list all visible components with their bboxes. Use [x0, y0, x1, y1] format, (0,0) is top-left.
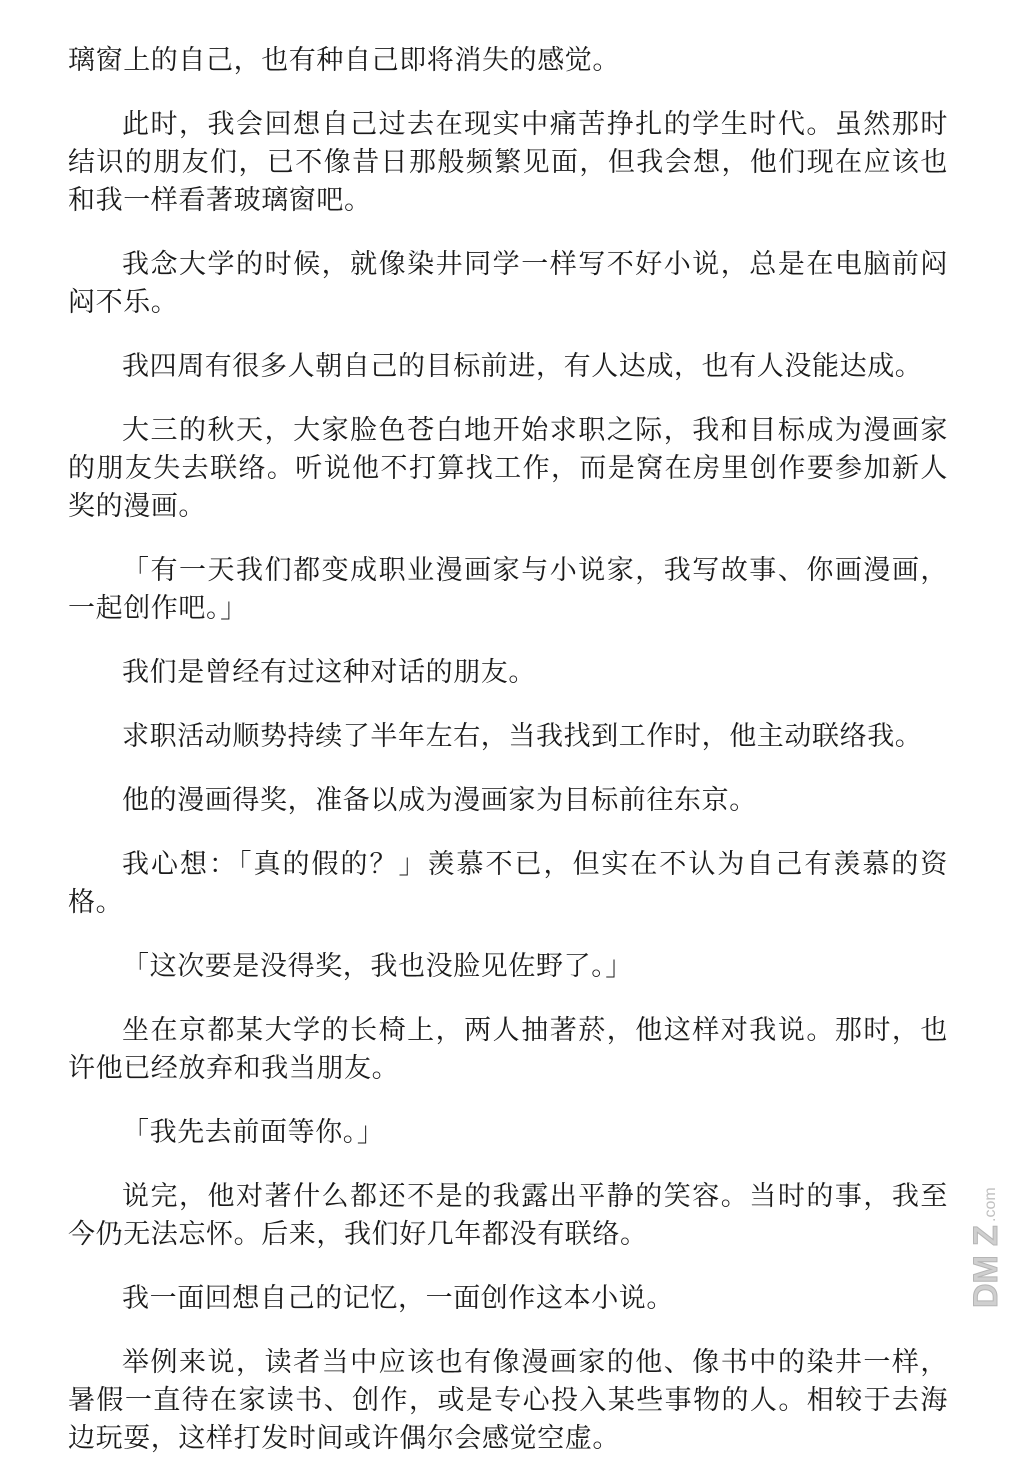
watermark-logo — [967, 1160, 1011, 1310]
paragraph: 他的漫画得奖，准备以成为漫画家为目标前往东京。 — [122, 785, 757, 816]
paragraph: 「有一天我们都变成职业漫画家与小说家，我写故事、你画漫画，一起创作吧。」 — [68, 555, 948, 624]
paragraph: 大三的秋天，大家脸色苍白地开始求职之际，我和目标成为漫画家的朋友失去联络。听说他不打算找工作，而是窝在房里创作要参加新人奖的漫画。 — [68, 415, 948, 522]
paragraph: 举例来说，读者当中应该也有像漫画家的他、像书中的染井一样，暑假一直待在家读书、创作，或是专心投入某些事物的人。相较于去海边玩耍，这样打发时间或许偶尔会感觉空虚。 — [68, 1347, 948, 1454]
paragraph: 说完，他对著什么都还不是的我露出平静的笑容。当时的事，我至今仍无法忘怀。后来，我们好几年都没有联络。 — [68, 1181, 948, 1250]
svg-text:Z: Z — [967, 1225, 1005, 1246]
paragraph: 我们是曾经有过这种对话的朋友。 — [122, 657, 536, 688]
paragraph: 我四周有很多人朝自己的目标前进，有人达成，也有人没能达成。 — [122, 351, 923, 382]
paragraph: 「这次要是没得奖，我也没脸见佐野了。」 — [122, 951, 633, 982]
svg-text:.com: .com — [982, 1187, 999, 1222]
svg-text:DM: DM — [967, 1255, 1005, 1308]
paragraph: 我一面回想自己的记忆，一面创作这本小说。 — [122, 1283, 674, 1314]
paragraph: 求职活动顺势持续了半年左右，当我找到工作时，他主动联络我。 — [122, 721, 923, 752]
paragraph: 我心想：「真的假的？」羡慕不已，但实在不认为自己有羡慕的资格。 — [68, 849, 948, 918]
paragraph: 我念大学的时候，就像染井同学一样写不好小说，总是在电脑前闷闷不乐。 — [68, 249, 948, 318]
paragraph: 璃窗上的自己，也有种自己即将消失的感觉。 — [68, 45, 620, 76]
text-body — [68, 42, 948, 1484]
paragraph: 「我先去前面等你。」 — [122, 1117, 385, 1148]
paragraph: 此时，我会回想自己过去在现实中痛苦挣扎的学生时代。虽然那时结识的朋友们，已不像昔日那般频繁见面，但我会想，他们现在应该也和我一样看著玻璃窗吧。 — [68, 109, 948, 216]
paragraph: 坐在京都某大学的长椅上，两人抽著菸，他这样对我说。那时，也许他已经放弃和我当朋友。 — [68, 1015, 948, 1084]
